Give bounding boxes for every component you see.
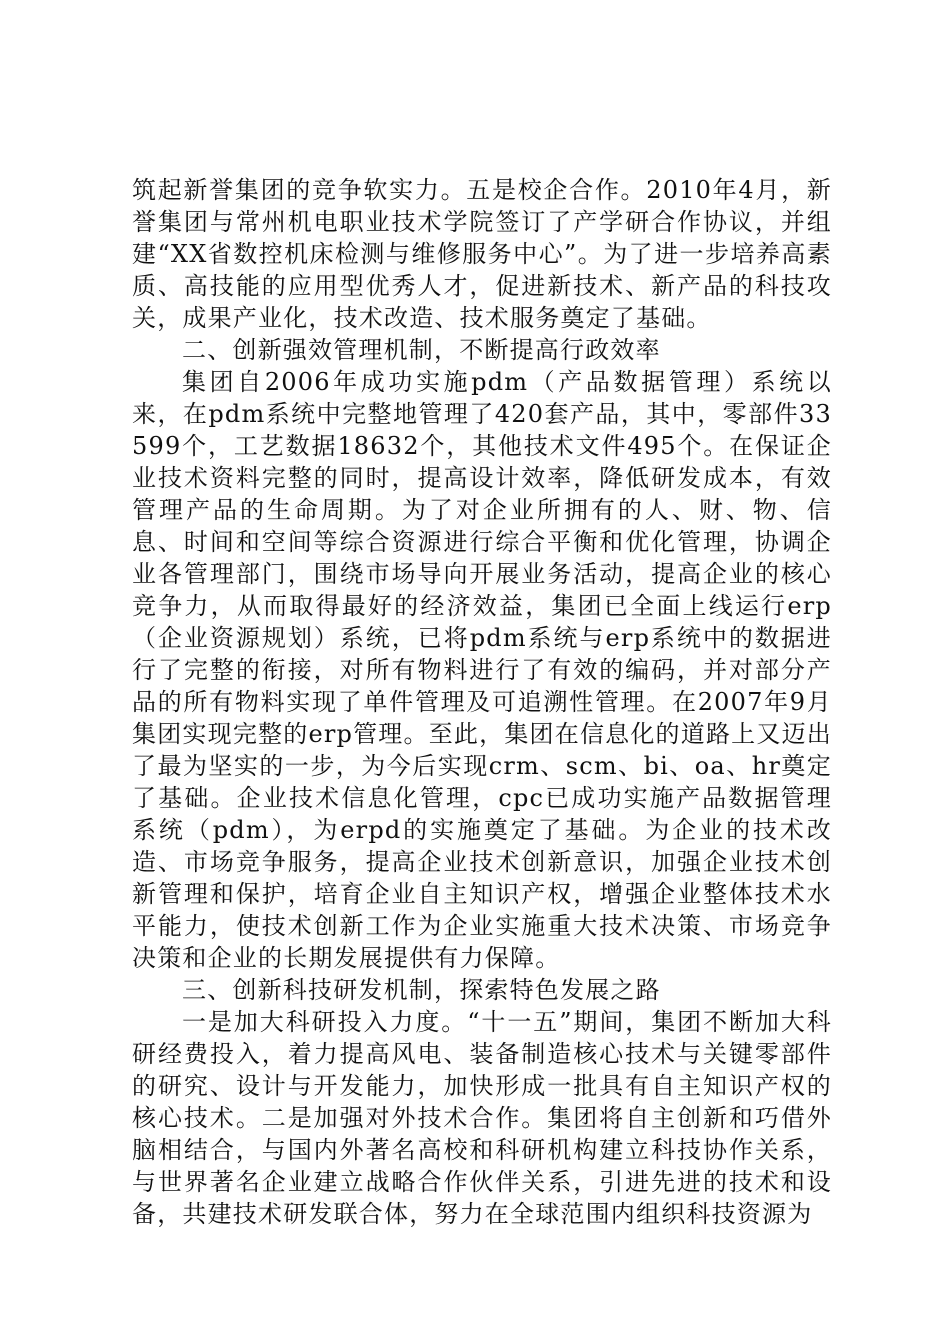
- document-body: [132, 174, 832, 1230]
- section-heading-rd-mechanism: 三、创新科技研发机制，探索特色发展之路: [182, 976, 661, 1004]
- section-heading-management-mechanism: 二、创新强效管理机制，不断提高行政效率: [182, 336, 661, 364]
- paragraph-research-investment: 一是加大科研投入力度。“十一五”期间，集团不断加大科研经费投入，着力提高风电、装备制造核心技术与关键零部件的研究、设计与开发能力，加快形成一批具有自主知识产权的核心技术。二是加强对外技术合作。集团将自主创新和巧借外脑相结合，与国内外著名高校和科研机构建立科技协作关系，与世界著名企业建立战略合作伙伴关系，引进先进的技术和设备，共建技术研发联合体，努力在全球范围内组织科技资源为: [132, 1008, 832, 1228]
- paragraph-school-enterprise-cooperation: 筑起新誉集团的竞争软实力。五是校企合作。2010年4月，新誉集团与常州机电职业技术学院签订了产学研合作协议，并组建“XX省数控机床检测与维修服务中心”。为了进一步培养高素质、高技能的应用型优秀人才，促进新技术、新产品的科技攻关，成果产业化，技术改造、技术服务奠定了基础。: [132, 176, 832, 332]
- paragraph-pdm-erp-systems: 集团自2006年成功实施pdm（产品数据管理）系统以来，在pdm系统中完整地管理了420套产品，其中，零部件33599个，工艺数据18632个，其他技术文件495个。在保证企业技术资料完整的同时，提高设计效率，降低研发成本，有效管理产品的生命周期。为了对企业所拥有的人、财、物、信息、时间和空间等综合资源进行综合平衡和优化管理，协调企业各管理部门，围绕市场导向开展业务活动，提高企业的核心竞争力，从而取得最好的经济效益，集团已全面上线运行erp（企业资源规划）系统，已将pdm系统与erp系统中的数据进行了完整的衔接，对所有物料进行了有效的编码，并对部分产品的所有物料实现了单件管理及可追溯性管理。在2007年9月集团实现完整的erp管理。至此，集团在信息化的道路上又迈出了最为坚实的一步，为今后实现crm、scm、bi、oa、hr奠定了基础。企业技术信息化管理，cpc已成功实施产品数据管理系统（pdm），为erpd的实施奠定了基础。为企业的技术改造、市场竞争服务，提高企业技术创新意识，加强企业技术创新管理和保护，培育企业自主知识产权，增强企业整体技术水平能力，使技术创新工作为企业实施重大技术决策、市场竞争决策和企业的长期发展提供有力保障。: [132, 368, 832, 972]
